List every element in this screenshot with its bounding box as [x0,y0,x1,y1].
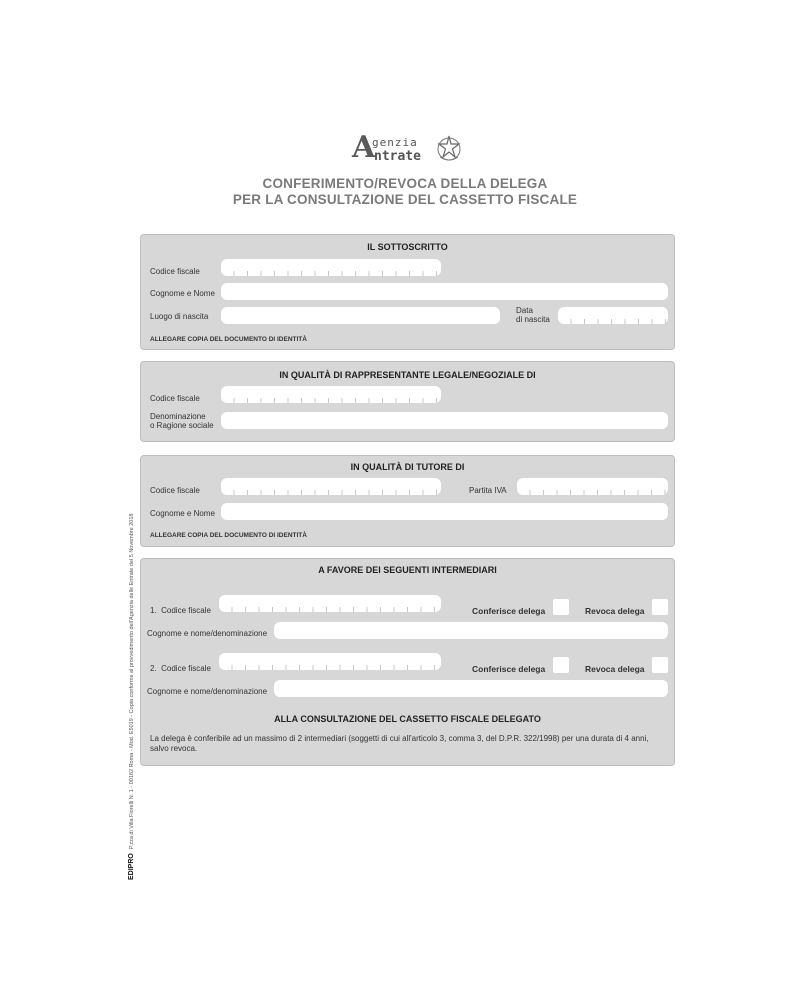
intermediario-2-cognome-input[interactable] [274,680,668,697]
data-nascita-input[interactable] [558,307,668,324]
intermediario-1-codice-fiscale-input[interactable] [219,595,441,612]
rappresentante-heading: IN QUALITÀ DI RAPPRESENTANTE LEGALE/NEGOZIALE DI [279,370,536,380]
revoca-delega-2-checkbox[interactable] [652,657,668,673]
partita-iva-input[interactable] [517,478,668,495]
revoca-delega-1-checkbox[interactable] [652,599,668,615]
codice-fiscale-input[interactable] [221,259,441,276]
intermediari-section [140,558,675,766]
delega-info-text: La delega è conferibile ad un massimo di 2 intermediari (soggetti di cui all'articolo 3, comma 3, del D.P.R. 322/1998) per una durata di 4 anni, salvo revoca. [150,734,649,753]
republic-emblem-icon [436,135,462,163]
tutore-section [140,455,675,547]
logo-letter: A [352,130,376,165]
intermediari-heading: A FAVORE DEI SEGUENTI INTERMEDIARI [318,565,497,575]
conferisce-delega-1-label: Conferisce delega [472,606,546,616]
allegare-documento-note: ALLEGARE COPIA DEL DOCUMENTO DI IDENTITÀ [150,532,307,539]
partita-iva-label: Partita IVA [469,486,507,495]
tutore-heading: IN QUALITÀ DI TUTORE DI [350,462,465,472]
logo-line-2: ntrate [374,149,421,164]
codice-fiscale-label: Codice fiscale [150,267,200,276]
cognome-nome-input[interactable] [221,283,668,300]
tutore-codice-fiscale-input[interactable] [221,478,441,495]
codice-fiscale-label: Codice fiscale [150,486,200,495]
conferisce-delega-1-checkbox[interactable] [553,599,569,615]
rappresentante-codice-fiscale-input[interactable] [221,386,441,403]
allegare-documento-note: ALLEGARE COPIA DEL DOCUMENTO DI IDENTITÀ [150,336,307,343]
intermediario-1-cognome-input[interactable] [274,622,668,639]
sottoscritto-heading: IL SOTTOSCRITTO [367,242,448,252]
data-nascita-label: Data di nascita [516,306,550,324]
conferisce-delega-2-checkbox[interactable] [553,657,569,673]
revoca-delega-1-label: Revoca delega [585,606,645,616]
logo-line-1: genzia [372,136,418,149]
codice-fiscale-label: Codice fiscale [150,394,200,403]
edipro-brand: EDIPRO [128,853,135,880]
form-title-line-1: CONFERIMENTO/REVOCA DELLA DELEGA [262,176,548,191]
luogo-nascita-label: Luogo di nascita [150,312,209,321]
agenzia-entrate-logo [352,130,462,169]
side-print-note [128,514,135,880]
denominazione-label: Denominazione o Ragione sociale [150,412,214,430]
intermediario-2-codice-fiscale-input[interactable] [219,653,441,670]
rappresentante-section [140,361,675,442]
luogo-nascita-input[interactable] [221,307,500,324]
revoca-delega-2-label: Revoca delega [585,664,645,674]
cognome-nome-label: Cognome e Nome [150,289,215,298]
intermediario-1-cognome-label: Cognome e nome/denominazione [147,629,268,638]
tutore-cognome-nome-input[interactable] [221,503,668,520]
intermediario-1-codice-fiscale-label: 1. Codice fiscale [150,606,211,615]
cognome-nome-label: Cognome e Nome [150,509,215,518]
cassetto-fiscale-heading: ALLA CONSULTAZIONE DEL CASSETTO FISCALE DELEGATO [274,714,541,724]
intermediario-2-cognome-label: Cognome e nome/denominazione [147,687,268,696]
denominazione-input[interactable] [221,412,668,429]
form-title-line-2: PER LA CONSULTAZIONE DEL CASSETTO FISCALE [232,192,578,207]
intermediario-2-codice-fiscale-label: 2. Codice fiscale [150,664,211,673]
conferisce-delega-2-label: Conferisce delega [472,664,546,674]
sottoscritto-section [140,234,675,350]
side-note-text: P.zza di Villa Fiorelli N. 1 - 00182 Roma - Mod. E5019 - Copia conforme al provvedimento dell'Agenzia delle Entrate del 5 Novembre 2018 [129,513,135,850]
